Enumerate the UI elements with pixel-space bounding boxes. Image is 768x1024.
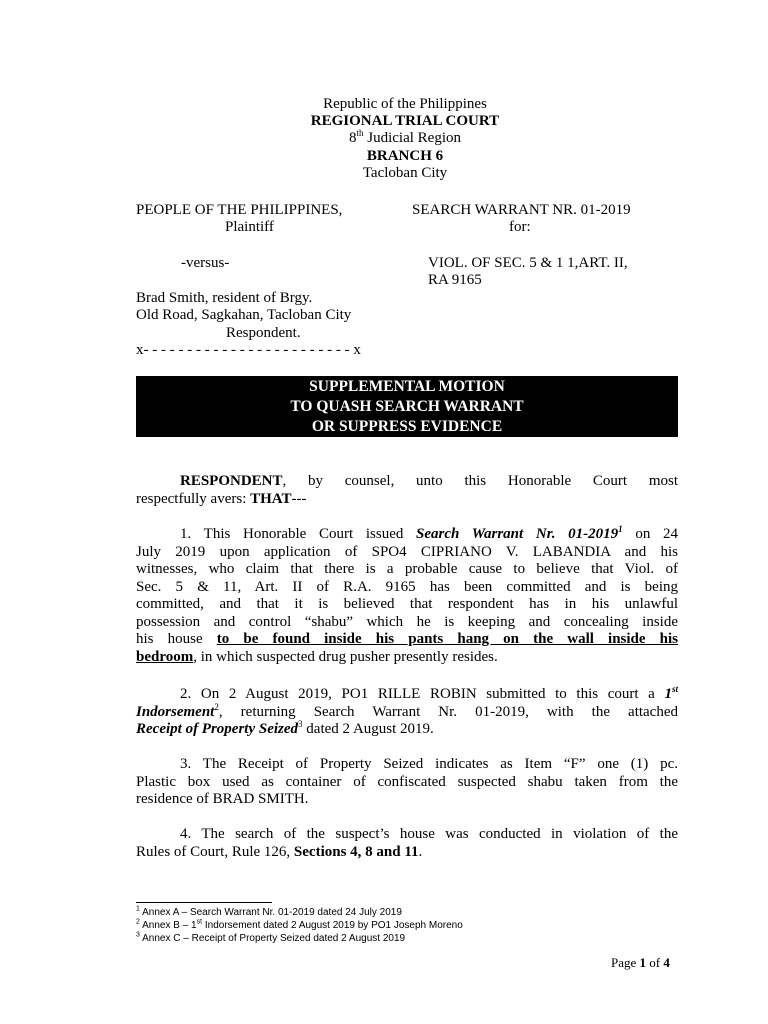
header-court: REGIONAL TRIAL COURT [310, 113, 500, 129]
paragraph-3: 3. The Receipt of Property Seized indicates as Item “F” one (1) pc. Plastic box used as container of confiscated suspected shabu taken from the residence of BRAD SMITH. [136, 756, 678, 807]
versus-label: -versus- [181, 255, 230, 271]
header-country: Republic of the Philippines [323, 96, 487, 112]
motion-title-line1: SUPPLEMENTAL MOTION [309, 378, 505, 395]
respondent-role: Respondent. [226, 325, 301, 341]
caption-separator: x- - - - - - - - - - - - - - - - - - - - - - - - x [136, 342, 361, 358]
motion-title-banner [136, 376, 678, 437]
footnote-divider [136, 902, 272, 903]
header-branch: BRANCH 6 [366, 148, 444, 164]
paragraph-1: 1. This Honorable Court issued Search Warrant Nr. 01-2019$^1$ on 24 July 2019 upon application of SPO4 CIPRIANO V. LABANDIA and his witnesses, who claim that there is a probable cause to believe that Viol. of Sec. 5 & 11, Art. II of R.A. 9165 has been committed and is being committed, and that it is believed that respondent has in his unlawful possession and control “shabu” which he is keeping and concealing inside his house to be found inside his pants hang on the wall inside his bedroom, in which suspected drug pusher presently resides. [136, 524, 679, 665]
plaintiff-role: Plaintiff [225, 219, 274, 235]
plaintiff-name: PEOPLE OF THE PHILIPPINES, [136, 202, 343, 218]
intro-paragraph: RESPONDENT, by counsel, unto this Honorable Court most respectfully avers: THAT--- [136, 473, 678, 507]
case-for: for: [509, 219, 531, 235]
footnote-2: $^2$ Annex B – 1st Indorsement dated 2 August 2019 by PO1 Joseph Moreno [136, 918, 463, 931]
motion-title-line3: OR SUPPRESS EVIDENCE [311, 418, 503, 435]
paragraph-2: 2. On 2 August 2019, PO1 RILLE ROBIN submitted to this court a 1st Indorsement$^2$, returning Search Warrant Nr. 01-2019, with the attached Receipt of Property Seized$^3$ dated 2 August 2019. [136, 684, 678, 737]
footnote-3: $^3$ Annex C – Receipt of Property Seized dated 2 August 2019 [136, 931, 406, 944]
paragraph-4: 4. The search of the suspect’s house was conducted in violation of the Rules of Court, Rule 126, Sections 4, 8 and 11. [136, 826, 678, 860]
violation-line1: VIOL. OF SEC. 5 & 1 1,ART. II, [428, 255, 628, 271]
case-number: SEARCH WARRANT NR. 01-2019 [412, 202, 631, 218]
footnote-1: $^1$ Annex A – Search Warrant Nr. 01-2019 dated 24 July 2019 [136, 905, 402, 918]
respondent-line2: Old Road, Sagkahan, Tacloban City [136, 307, 352, 323]
motion-title-line2: TO QUASH SEARCH WARRANT [290, 398, 524, 415]
respondent-line1: Brad Smith, resident of Brgy. [136, 290, 313, 306]
header-region: 8th Judicial Region [348, 128, 461, 146]
header-city: Tacloban City [362, 165, 448, 181]
violation-line2: RA 9165 [428, 272, 482, 288]
page-number: Page 1 of 4 [611, 955, 670, 970]
